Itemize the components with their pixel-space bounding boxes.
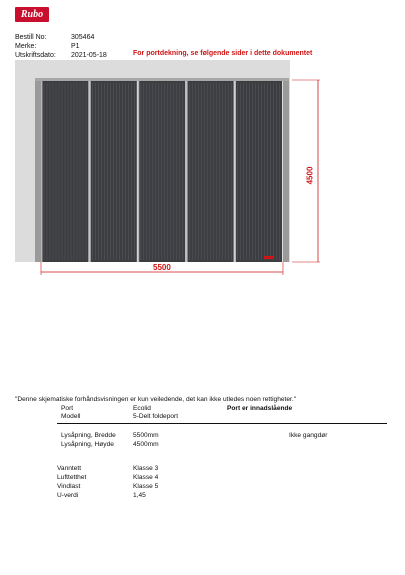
meta-label-order: Bestill No: (15, 34, 47, 41)
spec-value-port: Ecolid (133, 405, 151, 412)
width-dimension-label: 5500 (153, 263, 171, 272)
leaf-joint (89, 81, 90, 262)
door-cover-notice: For portdekning, se følgende sider i dette dokumentet (133, 50, 313, 57)
door-leaves (41, 81, 282, 262)
spec-label-width: Lysåpning, Bredde (61, 432, 116, 439)
spec-label-windload: Vindlast (57, 483, 81, 490)
spec-label-watertight: Vanntett (57, 465, 82, 472)
spec-value-model: 5-Delt foldeport (133, 413, 179, 420)
leaf-joint (186, 81, 187, 262)
spec-label-height: Lysåpning, Høyde (61, 441, 114, 448)
spec-divider (57, 423, 387, 424)
spec-value-windload: Klasse 5 (133, 483, 159, 490)
meta-label-brand: Merke: (15, 43, 37, 50)
spec-extra-port: Port er innadslående (227, 405, 293, 412)
frame-right (283, 80, 289, 262)
meta-value-brand: P1 (71, 43, 80, 50)
spec-value-watertight: Klasse 3 (133, 465, 159, 472)
frame-left (35, 80, 41, 262)
spec-label-model: Modell (61, 413, 81, 420)
spec-label-uvalue: U-verdi (57, 492, 79, 499)
spec-label-airtight: Lufttetthet (57, 474, 87, 481)
frame-top (35, 78, 289, 81)
meta-label-print-date: Utskriftsdato: (15, 52, 56, 59)
brand-plate (264, 256, 273, 259)
leaf-joint (138, 81, 139, 262)
meta-value-print-date: 2021-05-18 (71, 52, 107, 59)
spec-value-width: 5500mm (133, 432, 159, 439)
disclaimer-text: "Denne skjematiske forhåndsvisningen er kun veiledende, det kan ikke utledes noen rettigheter." (15, 396, 297, 403)
rubo-logo: Rubo (15, 7, 49, 22)
meta-value-order: 305464 (71, 34, 95, 41)
spec-value-height: 4500mm (133, 441, 159, 448)
spec-extra-door: Ikke gangdør (289, 432, 328, 439)
spec-value-uvalue: 1,45 (133, 492, 146, 499)
leaf-joint (235, 81, 236, 262)
leaf-joint (41, 81, 42, 262)
height-dimension-label: 4500 (305, 166, 315, 185)
spec-label-port: Port (61, 405, 74, 412)
spec-value-airtight: Klasse 4 (133, 474, 159, 481)
